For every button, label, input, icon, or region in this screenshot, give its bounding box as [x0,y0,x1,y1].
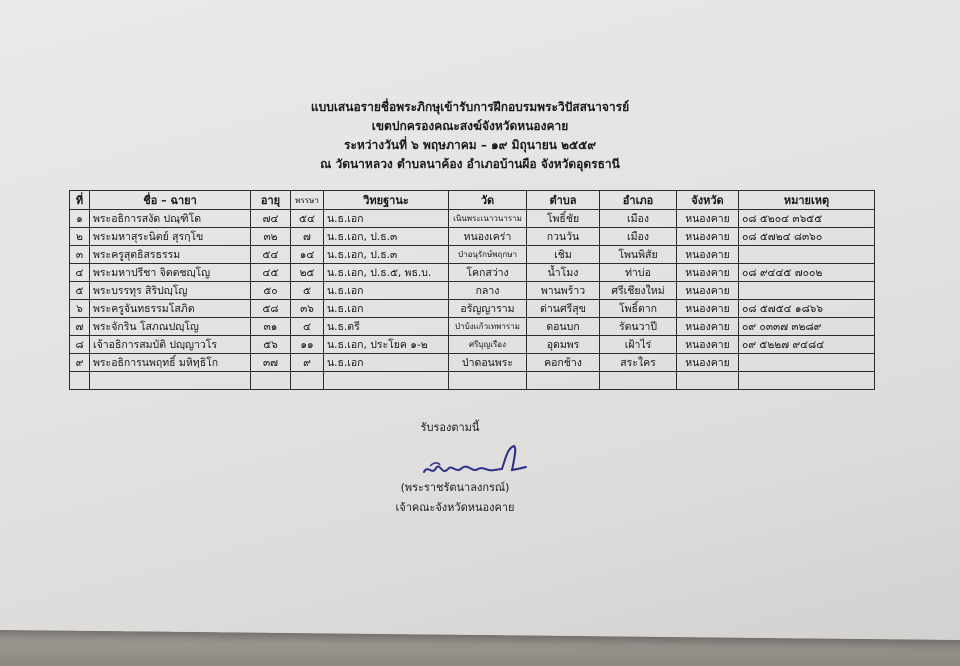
cell-edu: น.ธ.เอก [324,282,449,300]
cell-amphoe: รัตนวาปี [600,318,677,336]
cell-tambon: คอกช้าง [527,354,600,372]
cell-wat [449,372,527,390]
cell-wat: เนินพระเนาวนาราม [449,210,527,228]
cell-note: ๐๙ ๕๒๒๗ ๙๔๘๔ [739,336,875,354]
cell-province: หนองคาย [677,246,739,264]
cell-name: พระอธิการสงัด ปณฺฑิโต [90,210,251,228]
cell-edu [324,372,449,390]
cell-name: พระมหาสุระนิตย์ สุรกฺโข [90,228,251,246]
cell-wat: หนองเคร่า [449,228,527,246]
cell-no: ๗ [70,318,90,336]
cell-edu: น.ธ.ตรี [324,318,449,336]
cell-edu: น.ธ.เอก [324,354,449,372]
cell-note: ๐๘ ๕๒๐๔ ๓๖๕๕ [739,210,875,228]
cell-province: หนองคาย [677,300,739,318]
cell-vassa [291,372,324,390]
col-header-vassa: พรรษา [291,191,324,210]
cell-province [677,372,739,390]
cell-no: ๔ [70,264,90,282]
table-row [70,210,875,228]
cell-age: ๕๖ [251,336,291,354]
cell-amphoe: โพธิ์ตาก [600,300,677,318]
cell-name: พระครูจันทธรรมโสภิต [90,300,251,318]
col-header-name: ชื่อ – ฉายา [90,191,251,210]
cell-no: ๓ [70,246,90,264]
col-header-education: วิทยฐานะ [324,191,449,210]
cell-edu: น.ธ.เอก, ประโยค ๑-๒ [324,336,449,354]
col-header-no: ที่ [70,191,90,210]
cell-wat: ป่าบ้งแก้วเทพาราม [449,318,527,336]
cell-amphoe: ท่าบ่อ [600,264,677,282]
table-row [70,372,875,390]
cell-age: ๕๘ [251,300,291,318]
cell-province: หนองคาย [677,318,739,336]
cell-name: พระจักริน โสภณปญฺโญ [90,318,251,336]
cell-province: หนองคาย [677,264,739,282]
cell-amphoe: เมือง [600,228,677,246]
cell-age [251,372,291,390]
col-header-wat: วัด [449,191,527,210]
header-dates: ระหว่างวันที่ ๖ พฤษภาคม – ๑๙ มิถุนายน ๒๕๕๙ [344,138,596,152]
cell-note [739,246,875,264]
cell-no: ๑ [70,210,90,228]
cell-edu: น.ธ.เอก [324,300,449,318]
cell-tambon [527,372,600,390]
table-row [70,282,875,300]
header-title: แบบเสนอรายชื่อพระภิกษุเข้ารับการฝึกอบรมพระวิปัสสนาจารย์ [310,100,630,114]
cell-age: ๕๔ [251,246,291,264]
table-row [70,318,875,336]
table-row [70,246,875,264]
cell-no: ๙ [70,354,90,372]
cell-province: หนองคาย [677,210,739,228]
cell-edu: น.ธ.เอก, ป.ธ.๓ [324,246,449,264]
cell-vassa: ๙ [291,354,324,372]
cell-no: ๖ [70,300,90,318]
col-header-amphoe: อำเภอ [600,191,677,210]
cell-name: พระบรรทุร สิริปญฺโญ [90,282,251,300]
cell-tambon: ด่านศรีสุข [527,300,600,318]
cell-tambon: กวนวัน [527,228,600,246]
cell-amphoe: เฝ้าไร่ [600,336,677,354]
cell-vassa: ๕๔ [291,210,324,228]
cell-amphoe: ศรีเชียงใหม่ [600,282,677,300]
cell-note: ๐๙ ๐๓๓๗ ๓๒๘๙ [739,318,875,336]
cell-tambon: อุดมพร [527,336,600,354]
cell-name [90,372,251,390]
cell-wat: อรัญญาราม [449,300,527,318]
cell-note [739,282,875,300]
cell-name: เจ้าอธิการสมบัติ ปญฺญาวโร [90,336,251,354]
cell-age: ๓๗ [251,354,291,372]
cell-wat: ศรีบุญเรือง [449,336,527,354]
cell-amphoe: สระใคร [600,354,677,372]
cell-edu: น.ธ.เอก, ป.ธ.๓ [324,228,449,246]
signer-name: (พระราชรัตนาลงกรณ์) [400,481,510,494]
cell-no: ๕ [70,282,90,300]
cell-vassa: ๔ [291,318,324,336]
cell-age: ๓๑ [251,318,291,336]
cell-vassa: ๑๔ [291,246,324,264]
table-row [70,300,875,318]
header-region: เขตปกครองคณะสงฆ์จังหวัดหนองคาย [371,119,569,133]
cell-no [70,372,90,390]
cell-no: ๘ [70,336,90,354]
cell-name: พระครูสุตธิสรธรรม [90,246,251,264]
cell-wat: กลาง [449,282,527,300]
cell-tambon: โพธิ์ชัย [527,210,600,228]
cell-edu: น.ธ.เอก [324,210,449,228]
cell-tambon: พานพร้าว [527,282,600,300]
cell-wat: ป่าอนุรักษ์พฤกษา [449,246,527,264]
cell-vassa: ๑๑ [291,336,324,354]
cell-wat: ป่าดอนพระ [449,354,527,372]
cell-province: หนองคาย [677,228,739,246]
cell-tambon: ดอนบก [527,318,600,336]
cell-age: ๗๔ [251,210,291,228]
col-header-note: หมายเหตุ [739,191,875,210]
cell-note [739,354,875,372]
header-venue: ณ วัดนาหลวง ตำบลนาค้อง อำเภอบ้านผือ จังหวัดอุดรธานี [320,157,620,171]
col-header-tambon: ตำบล [527,191,600,210]
cell-amphoe: เมือง [600,210,677,228]
cell-amphoe [600,372,677,390]
col-header-age: อายุ [251,191,291,210]
cell-no: ๒ [70,228,90,246]
table-row [70,264,875,282]
cell-tambon: น้ำโมง [527,264,600,282]
cell-note: ๐๘ ๙๔๔๕ ๗๐๐๒ [739,264,875,282]
cell-vassa: ๗ [291,228,324,246]
cell-name: พระอธิการนพฤทธิ์ มหิทฺธิโก [90,354,251,372]
signer-position: เจ้าคณะจังหวัดหนองคาย [395,501,515,514]
cell-province: หนองคาย [677,282,739,300]
cell-note: ๐๘ ๕๗๕๔ ๑๘๖๖ [739,300,875,318]
certify-text: รับรองตามนี้ [420,421,480,434]
table-row [70,228,875,246]
cell-name: พระมหาปรีชา จิตตชญฺโญ [90,264,251,282]
cell-amphoe: โพนพิสัย [600,246,677,264]
cell-tambon: เชิม [527,246,600,264]
cell-vassa: ๓๖ [291,300,324,318]
cell-province: หนองคาย [677,336,739,354]
table-header-row [70,191,875,210]
table-row [70,354,875,372]
cell-note [739,372,875,390]
cell-province: หนองคาย [677,354,739,372]
cell-age: ๓๒ [251,228,291,246]
document-header [250,98,690,174]
roster-table [69,190,875,390]
cell-vassa: ๒๕ [291,264,324,282]
cell-age: ๕๐ [251,282,291,300]
table-row [70,336,875,354]
cell-age: ๔๕ [251,264,291,282]
cell-wat: โคกสว่าง [449,264,527,282]
cell-note: ๐๘ ๕๗๒๔ ๘๓๖๐ [739,228,875,246]
col-header-province: จังหวัด [677,191,739,210]
cell-edu: น.ธ.เอก, ป.ธ.๕, พธ.บ. [324,264,449,282]
cell-vassa: ๕ [291,282,324,300]
